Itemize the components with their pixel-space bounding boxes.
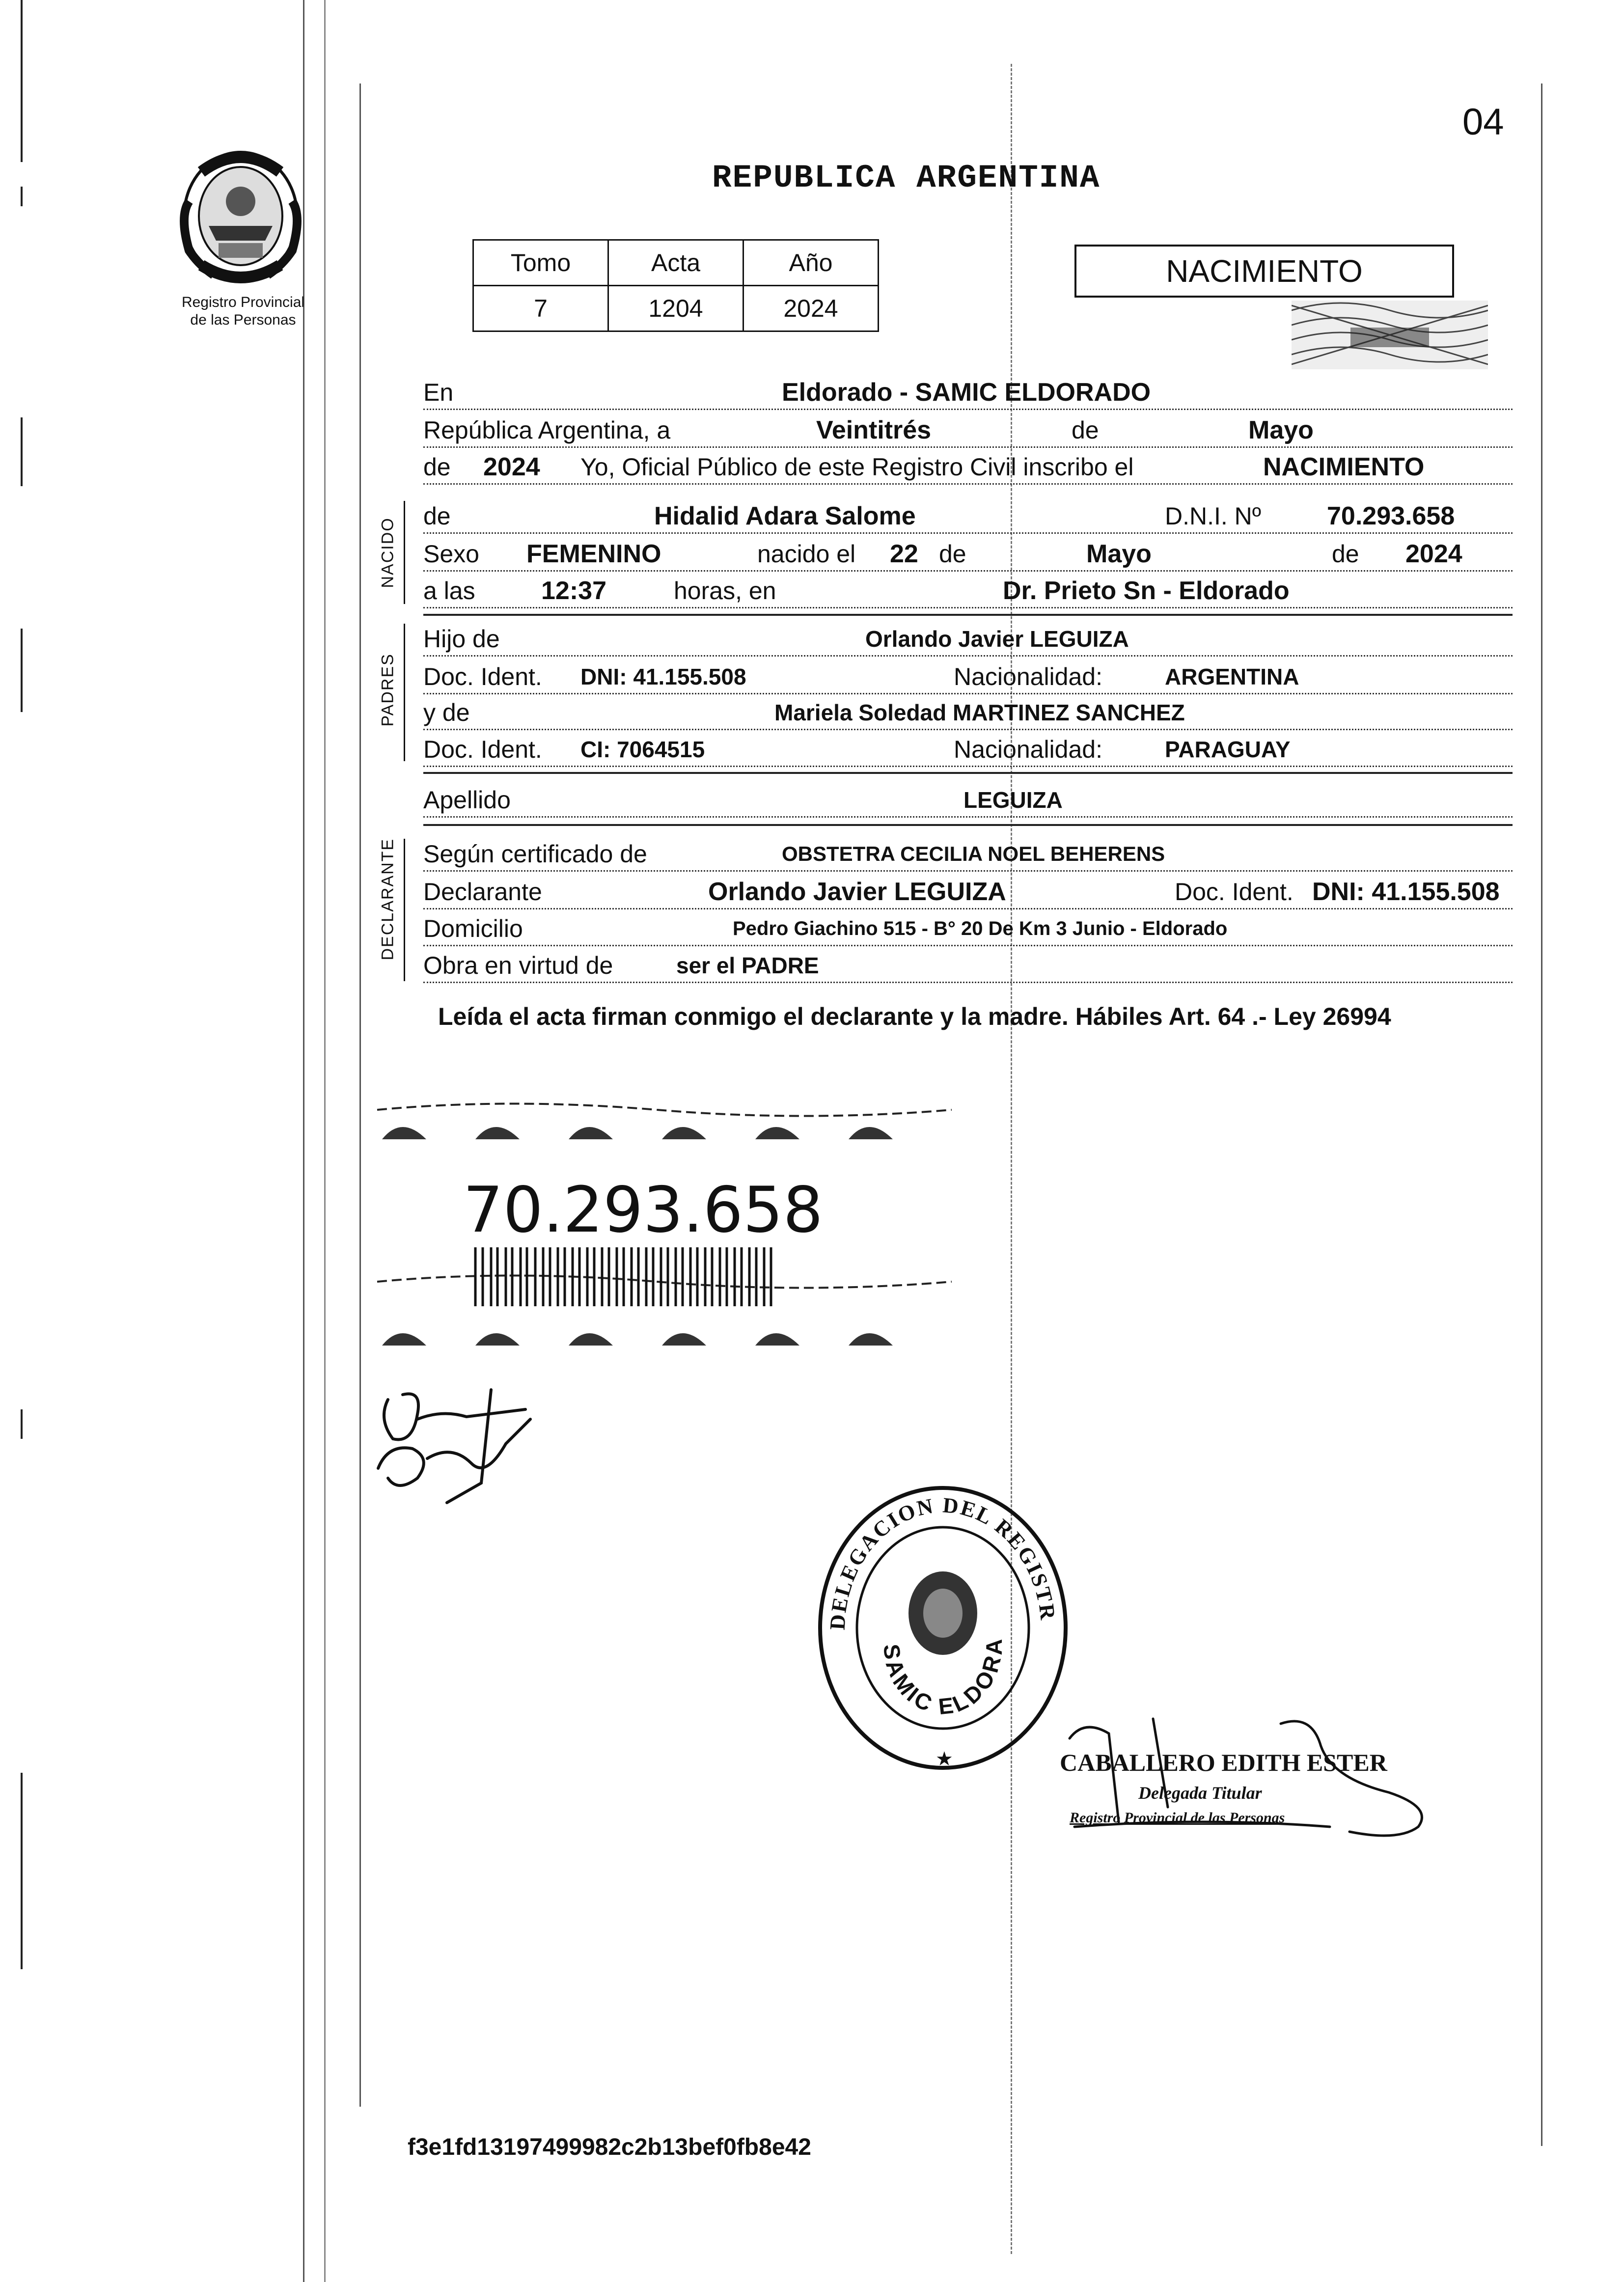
certificado-label: Según certificado de xyxy=(423,840,647,868)
record-type-box: NACIMIENTO xyxy=(1074,245,1454,298)
row-apellido xyxy=(423,785,1513,818)
id-sticker xyxy=(362,1100,952,1355)
nacido-side-label: NACIDO xyxy=(378,517,397,588)
section-divider xyxy=(423,614,1513,616)
left-margin-line xyxy=(21,1409,23,1439)
padre-value: Orlando Javier LEGUIZA xyxy=(865,626,1129,652)
closing-text: Leída el acta firman conmigo el declarante y la madre. Hábiles Art. 64 .- Ley 26994 xyxy=(438,1003,1391,1030)
left-margin-line xyxy=(21,417,23,486)
stamp-office: Registro Provincial de las Personas xyxy=(1070,1810,1285,1826)
de-label: de xyxy=(1072,416,1099,444)
row-declarante xyxy=(423,877,1513,909)
table-cell: 7 xyxy=(473,286,608,331)
province-emblem-icon xyxy=(174,142,307,285)
nac-de-label: de xyxy=(939,540,966,568)
madre-nac-value: PARAGUAY xyxy=(1165,737,1291,762)
left-margin-line xyxy=(21,187,23,206)
madre-doc-value: CI: 7064515 xyxy=(580,737,705,762)
mes-value: Mayo xyxy=(1248,416,1314,444)
de2-label: de xyxy=(423,453,451,481)
dni-label: D.N.I. Nº xyxy=(1165,502,1262,530)
record-table xyxy=(472,239,879,332)
section-bracket xyxy=(404,839,405,981)
row-sexo xyxy=(423,539,1513,572)
row-padre xyxy=(423,624,1513,657)
madre-value: Mariela Soledad MARTINEZ SANCHEZ xyxy=(774,700,1185,725)
seal-outer-text: DELEGACION DEL REGISTR xyxy=(825,1493,1060,1631)
decl-doc-value: DNI: 41.155.508 xyxy=(1312,878,1500,906)
y-de-label: y de xyxy=(423,699,470,726)
nac-dia-value: 22 xyxy=(890,540,918,568)
security-hologram xyxy=(1292,301,1488,369)
nac-anio-value: 2024 xyxy=(1405,540,1462,568)
row-nombre xyxy=(423,501,1513,534)
form-left-border xyxy=(359,83,361,2107)
republica-label: República Argentina, a xyxy=(423,416,671,444)
logo-caption xyxy=(162,294,324,329)
declarante-side-label: DECLARANTE xyxy=(378,838,397,961)
row-inscripcion xyxy=(423,452,1513,485)
section-bracket xyxy=(404,624,405,761)
dia-value: Veintitrés xyxy=(816,416,932,444)
left-margin-line xyxy=(21,1773,23,1969)
row-hora xyxy=(423,576,1513,608)
table-header: Tomo xyxy=(473,240,608,286)
official-stamp xyxy=(1055,1709,1438,1856)
sexo-label: Sexo xyxy=(423,540,479,568)
horas-en-label: horas, en xyxy=(674,577,776,605)
certificado-value: OBSTETRA CECILIA NOEL BEHERENS xyxy=(782,842,1165,865)
row-padre-doc xyxy=(423,661,1513,694)
obra-label: Obra en virtud de xyxy=(423,952,613,979)
sexo-value: FEMENINO xyxy=(526,540,661,568)
madre-nac-label: Nacionalidad: xyxy=(954,736,1102,763)
a-las-label: a las xyxy=(423,577,475,605)
row-madre xyxy=(423,697,1513,730)
section-divider xyxy=(423,772,1513,774)
hora-value: 12:37 xyxy=(541,577,606,605)
row-certificado xyxy=(423,839,1513,872)
madre-doc-label: Doc. Ident. xyxy=(423,736,542,763)
nacido-el-label: nacido el xyxy=(757,540,856,568)
dni-value: 70.293.658 xyxy=(1327,502,1455,530)
domicilio-value: Pedro Giachino 515 - B° 20 De Km 3 Junio - Eldorado xyxy=(733,918,1228,939)
nac-de2-label: de xyxy=(1332,540,1359,568)
row-domicilio xyxy=(423,913,1513,946)
form-right-border xyxy=(1541,83,1542,2146)
declarante-label: Declarante xyxy=(423,878,542,906)
lugar-value: Dr. Prieto Sn - Eldorado xyxy=(1003,577,1290,605)
logo-caption-line2: de las Personas xyxy=(190,312,296,328)
padre-nac-value: ARGENTINA xyxy=(1165,664,1299,689)
row-madre-doc xyxy=(423,734,1513,767)
decl-doc-label: Doc. Ident. xyxy=(1175,878,1294,906)
row-obra xyxy=(423,950,1513,983)
document-hash: f3e1fd13197499982c2b13bef0fb8e42 xyxy=(408,2134,811,2160)
seal-inner-text: SAMIC ELDORA xyxy=(879,1636,1007,1720)
inscribe-value: NACIMIENTO xyxy=(1263,453,1425,481)
declarant-signature xyxy=(368,1370,555,1508)
left-margin-line xyxy=(21,629,23,712)
table-header: Acta xyxy=(608,240,743,286)
left-guide-line xyxy=(324,0,326,2282)
en-value: Eldorado - SAMIC ELDORADO xyxy=(782,378,1151,407)
nac-mes-value: Mayo xyxy=(1086,540,1152,568)
section-bracket xyxy=(404,501,405,604)
anio-value: 2024 xyxy=(483,453,540,481)
row-fecha xyxy=(423,415,1513,448)
page-title: REPUBLICA ARGENTINA xyxy=(712,160,1101,196)
padre-nac-label: Nacionalidad: xyxy=(954,663,1102,690)
table-cell: 1204 xyxy=(608,286,743,331)
de-nombre-label: de xyxy=(423,502,451,530)
apellido-label: Apellido xyxy=(423,786,511,814)
padre-doc-value: DNI: 41.155.508 xyxy=(580,664,746,689)
nombre-value: Hidalid Adara Salome xyxy=(654,502,916,530)
table-cell: 2024 xyxy=(743,286,879,331)
row-lugar xyxy=(423,377,1513,410)
province-logo xyxy=(174,142,307,285)
table-header: Año xyxy=(743,240,879,286)
oficial-text: Yo, Oficial Público de este Registro Civil inscribo el xyxy=(580,453,1134,481)
logo-caption-line1: Registro Provincial xyxy=(181,294,305,310)
svg-text:★: ★ xyxy=(936,1748,953,1770)
padre-doc-label: Doc. Ident. xyxy=(423,663,542,690)
hijo-de-label: Hijo de xyxy=(423,625,500,653)
official-seal xyxy=(815,1483,1071,1773)
padres-side-label: PADRES xyxy=(378,653,397,727)
domicilio-label: Domicilio xyxy=(423,915,523,942)
apellido-value: LEGUIZA xyxy=(963,787,1063,813)
stamp-role: Delegada Titular xyxy=(1138,1783,1262,1803)
id-sticker-number: 70.293.658 xyxy=(463,1174,823,1247)
obra-value: ser el PADRE xyxy=(676,953,819,978)
declarante-value: Orlando Javier LEGUIZA xyxy=(708,878,1006,906)
left-guide-line xyxy=(303,0,304,2282)
en-label: En xyxy=(423,379,454,406)
page-number: 04 xyxy=(1462,101,1504,143)
left-margin-line xyxy=(21,0,23,162)
section-divider xyxy=(423,824,1513,826)
stamp-name: CABALLERO EDITH ESTER xyxy=(1060,1749,1387,1776)
